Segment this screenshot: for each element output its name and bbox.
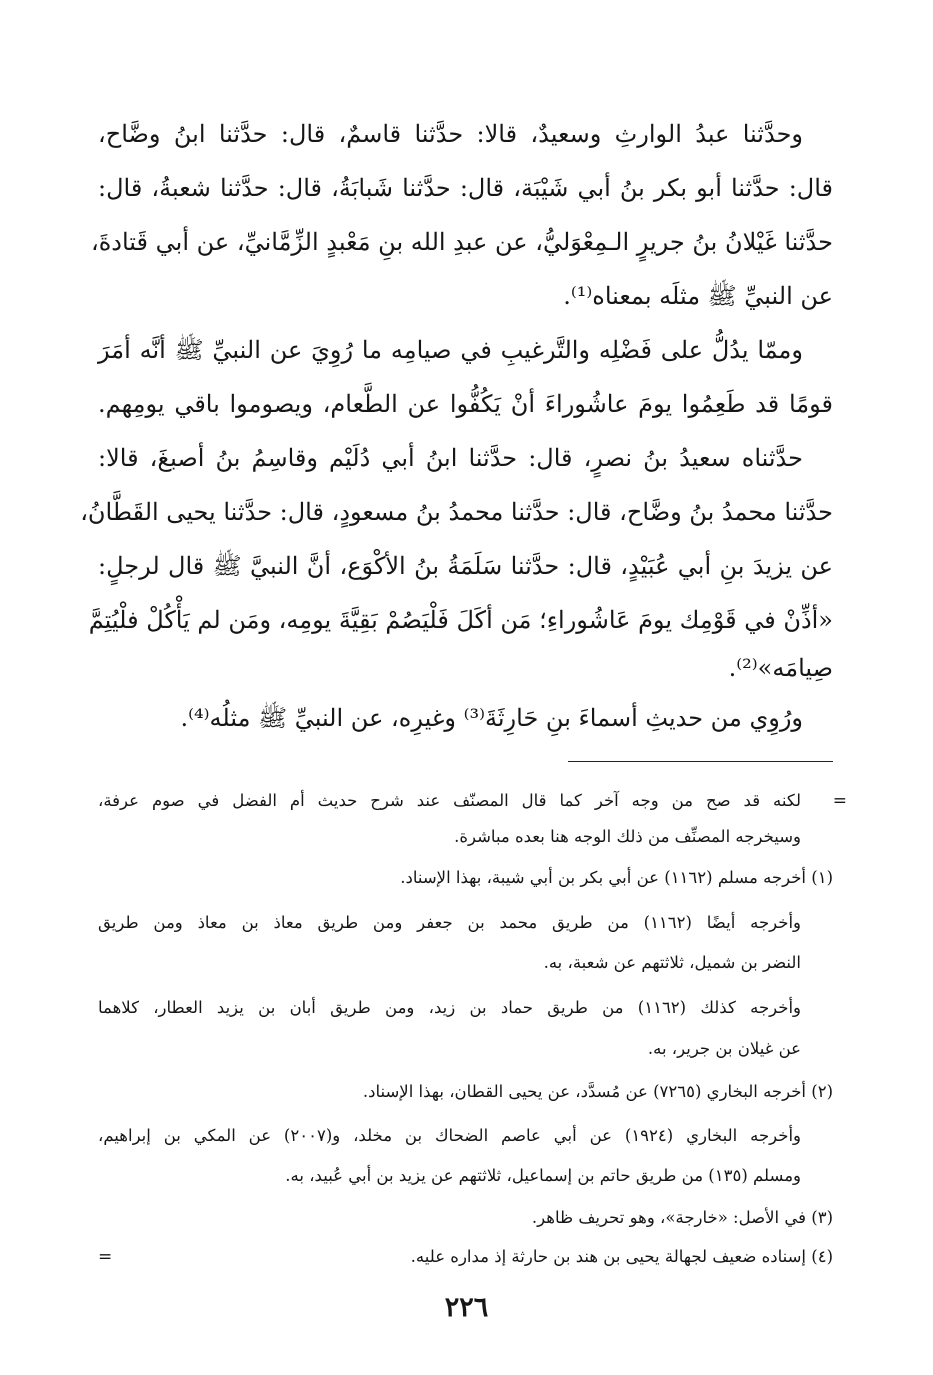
footnote-line: وسيخرجه المصنِّف من ذلك الوجه هنا بعده مباشرة. <box>454 827 801 846</box>
footnote-line: ومسلم (١٣٥) من طريق حاتم بن إسماعيل، ثلاثتهم عن يزيد بن أبي عُبيد، به. <box>285 1166 801 1185</box>
body-line: عن يزيدَ بنِ أبي عُبَيْدٍ، قال: حدَّثنا سَلَمَةُ بنُ الأكْوَع، أنَّ النبيَّ ﷺ قال لرجلٍ: <box>98 552 833 580</box>
body-line: قال: حدَّثنا أبو بكر بنُ أبي شَيْبَة، قال: حدَّثنا شَبابَةُ، قال: حدَّثنا شعبةُ، قال: <box>98 174 833 202</box>
continuation-marker-top: = <box>832 791 847 811</box>
footnote-line: (٤) إسناده ضعيف لجهالة يحيى بن هند بن حارثة إذ مداره عليه. <box>410 1247 833 1266</box>
body-line: صِيامَه»⁽²⁾. <box>728 654 833 682</box>
body-line: وممّا يدُلُّ على فَضْلِه والتَّرغيبِ في صيامِه ما رُوِيَ عن النبيِّ ﷺ أنَّه أمَرَ <box>98 336 803 364</box>
body-line: ورُوِي من حديثِ أسماءَ بنِ حَارِثَةَ⁽³⁾ وغيرِه، عن النبيِّ ﷺ مثلُه⁽⁴⁾. <box>180 704 803 732</box>
body-line: حدَّثنا محمدُ بنُ وضَّاح، قال: حدَّثنا محمدُ بنُ مسعودٍ، قال: حدَّثنا يحيى القَطَّانُ، <box>80 498 833 526</box>
body-line: حدَّثنا غَيْلانُ بنُ جريرٍ الـمِعْوَليُّ، عن عبدِ الله بنِ مَعْبدٍ الزِّمَّانيِّ، عن أبي قَتادةَ، <box>90 228 833 256</box>
footnote-line: وأخرجه كذلك (١١٦٢) من طريق حماد بن زيد، ومن طريق أبان بن يزيد العطار، كلاهما <box>98 998 801 1017</box>
footnote-line: (٣) في الأصل: «خارجة»، وهو تحريف ظاهر. <box>531 1208 833 1227</box>
page-number: ٢٢٦ <box>444 1292 489 1323</box>
footnote-divider <box>568 761 833 762</box>
body-line: قومًا قد طَعِمُوا يومَ عاشُوراءَ أنْ يَكُفُّوا عن الطَّعام، ويصوموا باقي يومِهم. <box>98 390 833 418</box>
footnote-line: وأخرجه البخاري (١٩٢٤) عن أبي عاصم الضحاك بن مخلد، و(٢٠٠٧) عن المكي بن إبراهيم، <box>98 1126 802 1145</box>
footnote-line: (١) أخرجه مسلم (١١٦٢) عن أبي بكر بن أبي شيبة، بهذا الإسناد. <box>400 868 833 887</box>
body-line: حدَّثناه سعيدُ بنُ نصرٍ، قال: حدَّثنا ابنُ أبي دُلَيْم وقاسِمُ بنُ أصبغَ، قالا: <box>98 444 803 472</box>
body-line: «أذِّنْ في قَوْمِك يومَ عَاشُوراءِ؛ مَن أكَلَ فَلْيَصُمْ بَقِيَّةَ يومِه، ومَن لم يَأْكُلْ فلْيُتِمَّ <box>88 606 833 634</box>
body-line: وحدَّثنا عبدُ الوارثِ وسعيدٌ، قالا: حدَّثنا قاسمٌ، قال: حدَّثنا ابنُ وضَّاح، <box>98 120 803 148</box>
footnote-line: لكنه قد صح من وجه آخر كما قال المصنّف عند شرح حديث أم الفضل في صوم عرفة، <box>98 791 801 810</box>
footnote-line: النضر بن شميل، ثلاثتهم عن شعبة، به. <box>543 953 801 972</box>
footnote-line: وأخرجه أيضًا (١١٦٢) من طريق محمد بن جعفر ومن طريق معاذ بن معاذ ومن طريق <box>98 913 801 932</box>
footnote-line: (٢) أخرجه البخاري (٧٢٦٥) عن مُسدَّد، عن يحيى القطان، بهذا الإسناد. <box>362 1082 833 1101</box>
footnote-line: عن غيلان بن جرير، به. <box>647 1039 801 1058</box>
continuation-marker-bottom: = <box>98 1247 113 1267</box>
body-line: عن النبيِّ ﷺ مثلَه بمعناه⁽¹⁾. <box>563 282 833 310</box>
